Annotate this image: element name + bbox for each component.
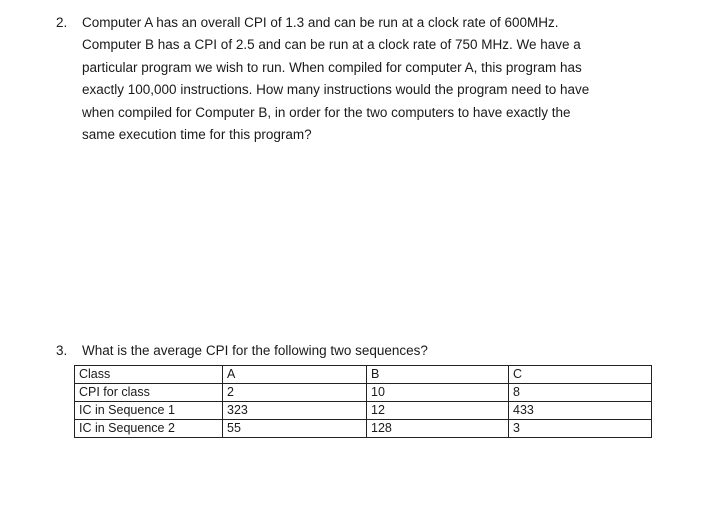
table-cell: 3 xyxy=(509,420,652,438)
table-cell: 12 xyxy=(367,402,509,420)
cpi-table xyxy=(74,365,652,438)
table-cell: IC in Sequence 2 xyxy=(75,420,223,438)
table-cell: CPI for class xyxy=(75,384,223,402)
table-cell: 8 xyxy=(509,384,652,402)
table-row xyxy=(75,366,652,384)
table-cell: B xyxy=(367,366,509,384)
table-cell: 55 xyxy=(223,420,367,438)
table-cell: 323 xyxy=(223,402,367,420)
table-cell: IC in Sequence 1 xyxy=(75,402,223,420)
question-3-number: 3. xyxy=(56,343,68,358)
table-row xyxy=(75,402,652,420)
question-2-line: particular program we wish to run. When compiled for computer A, this program has xyxy=(82,59,582,75)
question-2-line: when compiled for Computer B, in order for the two computers to have exactly the xyxy=(82,104,571,120)
question-2-line: same execution time for this program? xyxy=(82,127,312,143)
question-2-line: Computer B has a CPI of 2.5 and can be run at a clock rate of 750 MHz. We have a xyxy=(82,37,581,53)
table-cell: A xyxy=(223,366,367,384)
question-3-text: What is the average CPI for the following two sequences? xyxy=(82,343,428,358)
table-cell: C xyxy=(509,366,652,384)
question-2-line: Computer A has an overall CPI of 1.3 and can be run at a clock rate of 600MHz. xyxy=(82,15,559,30)
question-2-number: 2. xyxy=(56,15,68,30)
table-cell: Class xyxy=(75,366,223,384)
table-cell: 10 xyxy=(367,384,509,402)
table-row xyxy=(75,384,652,402)
question-2-line: exactly 100,000 instructions. How many instructions would the program need to have xyxy=(82,82,590,98)
table-row xyxy=(75,420,652,438)
table-cell: 128 xyxy=(367,420,509,438)
table-cell: 2 xyxy=(223,384,367,402)
table-cell: 433 xyxy=(509,402,652,420)
question-2-text xyxy=(82,12,672,146)
